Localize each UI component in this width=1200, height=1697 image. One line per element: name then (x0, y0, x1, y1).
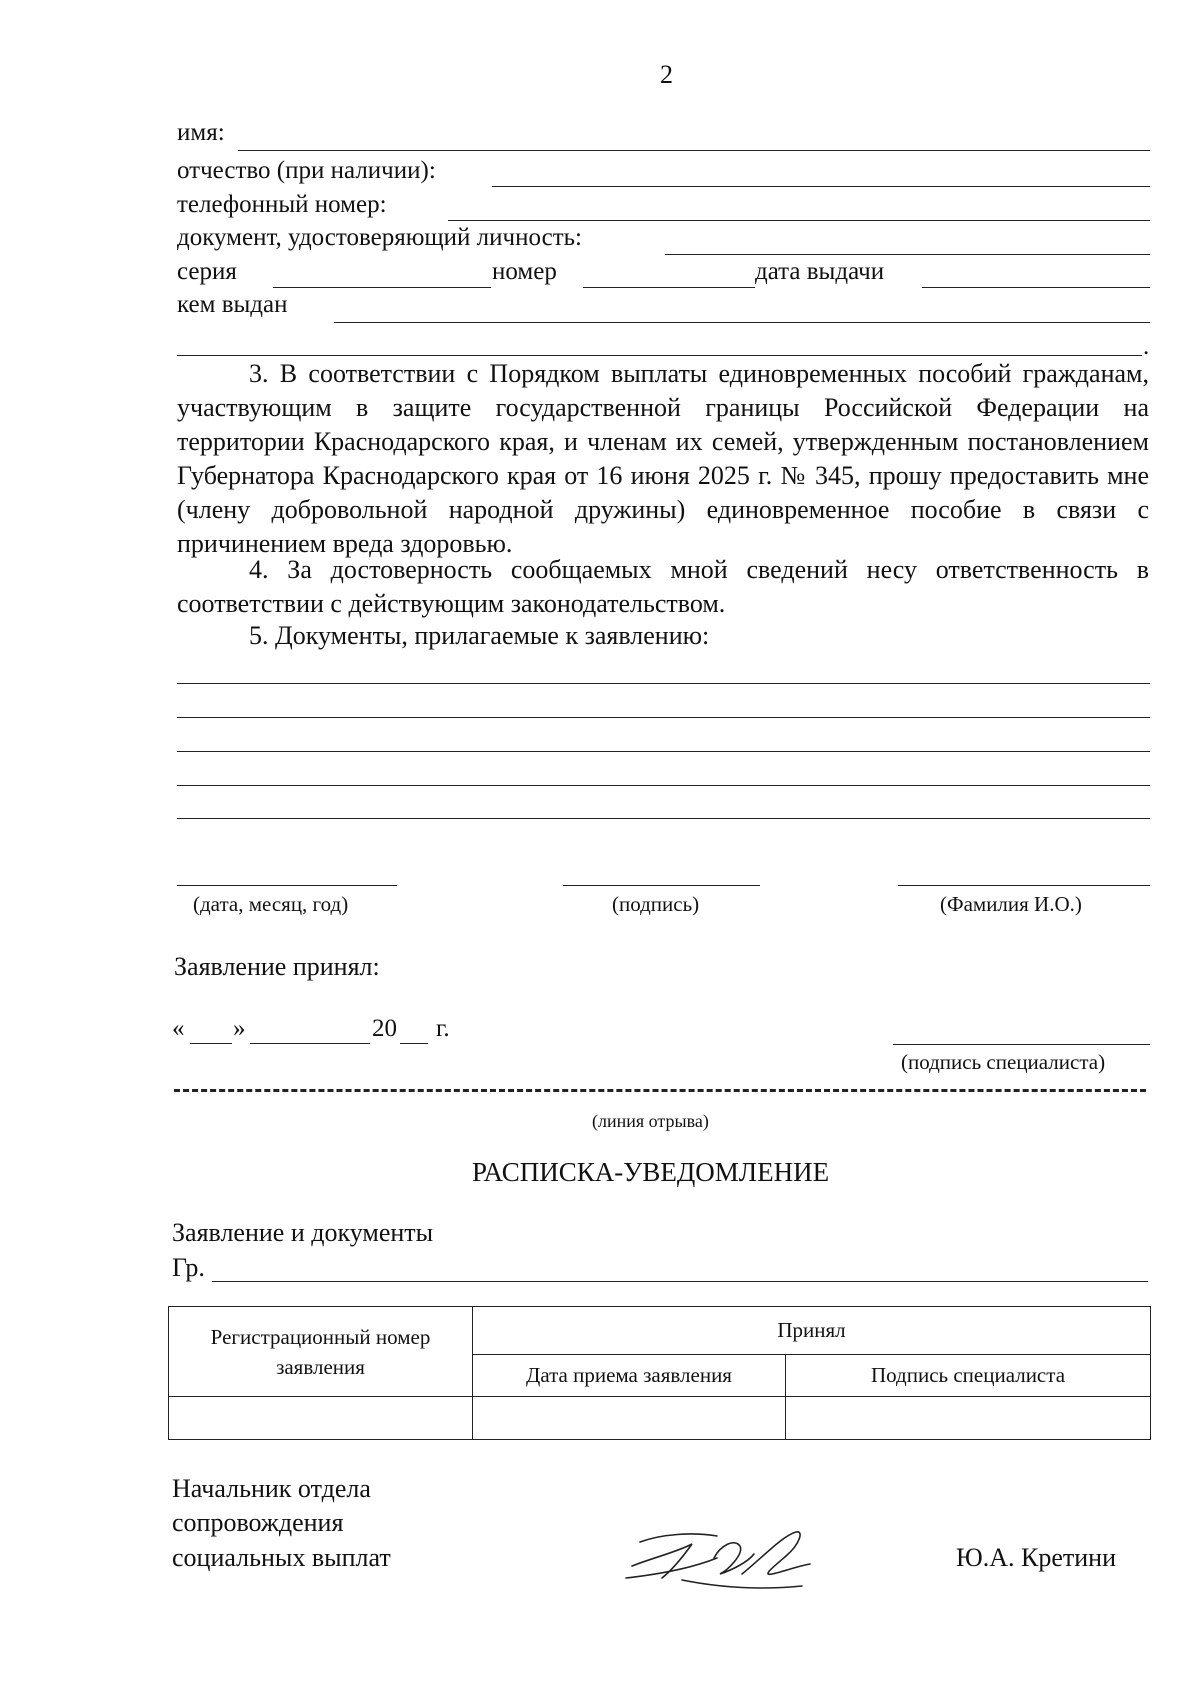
phone-field-line[interactable] (448, 220, 1150, 221)
day-field-line[interactable] (190, 1043, 232, 1044)
year-prefix: 20 (372, 1015, 397, 1042)
number-label: номер (492, 258, 557, 285)
attachment-line[interactable] (177, 818, 1150, 819)
issued-by-label: кем выдан (177, 291, 288, 318)
specialist-signature-line[interactable] (893, 1044, 1150, 1045)
phone-label: телефонный номер: (177, 191, 387, 218)
registration-number-cell[interactable] (169, 1397, 473, 1440)
signature-line[interactable] (563, 885, 760, 886)
issue-date-field-line[interactable] (922, 287, 1150, 288)
accepted-header: Принял (473, 1307, 1151, 1355)
specialist-signature-cell[interactable] (786, 1397, 1151, 1440)
patronymic-label: отчество (при наличии): (177, 157, 436, 184)
date-signature-line[interactable] (177, 885, 397, 886)
series-label: серия (177, 258, 237, 285)
year-field-line[interactable] (400, 1043, 428, 1044)
date-caption: (дата, месяц, год) (193, 892, 349, 916)
name-field-line[interactable] (238, 150, 1150, 151)
acceptance-date-header: Дата приема заявления (473, 1355, 786, 1397)
year-suffix: г. (436, 1015, 450, 1042)
position-line-1: Начальник отдела (172, 1474, 371, 1503)
issued-by-field-line[interactable] (334, 322, 1150, 323)
acceptance-label: Заявление принял: (174, 952, 380, 981)
attachment-line[interactable] (177, 751, 1150, 752)
id-document-field-line[interactable] (665, 254, 1150, 255)
page-number: 2 (660, 60, 673, 89)
signer-name: Ю.А. Кретини (956, 1543, 1116, 1572)
series-field-line[interactable] (273, 287, 491, 288)
full-name-caption: (Фамилия И.О.) (940, 892, 1082, 916)
tear-line (174, 1089, 1146, 1092)
citizen-name-line[interactable] (212, 1281, 1148, 1282)
date-close-quote: » (233, 1015, 246, 1042)
receipt-title: РАСПИСКА-УВЕДОМЛЕНИЕ (472, 1157, 830, 1187)
line-end-mark: . (1143, 333, 1150, 360)
issue-date-label: дата выдачи (755, 258, 885, 285)
registration-table (168, 1306, 1151, 1440)
full-name-signature-line[interactable] (898, 885, 1150, 886)
date-open-quote: « (172, 1015, 185, 1042)
attachment-line[interactable] (177, 683, 1150, 684)
id-document-label: документ, удостоверяющий личность: (177, 224, 582, 251)
acceptance-date-cell[interactable] (473, 1397, 786, 1440)
paragraph-4: 4. За достоверность сообщаемых мной сведений несу ответственность в соответствии с действующим законодательством. (177, 555, 1149, 618)
issued-by-field-line-2[interactable] (177, 355, 1142, 356)
tear-line-caption: (линия отрыва) (592, 1111, 709, 1131)
position-line-2: сопровождения (172, 1508, 344, 1537)
signature-caption: (подпись) (612, 892, 700, 916)
patronymic-field-line[interactable] (492, 186, 1150, 187)
handwritten-signature (622, 1518, 822, 1593)
receipt-docs-label: Заявление и документы (172, 1218, 434, 1247)
month-field-line[interactable] (250, 1043, 370, 1044)
position-line-3: социальных выплат (172, 1543, 391, 1572)
attachment-line[interactable] (177, 785, 1150, 786)
paragraph-5: 5. Документы, прилагаемые к заявлению: (249, 621, 710, 650)
attachment-line[interactable] (177, 717, 1150, 718)
paragraph-3: 3. В соответствии с Порядком выплаты единовременных пособий гражданам, участвующим в защите государственной границы Российской Федерации на территории Краснодарского края, и членам их семей, утвержденным постановлением Губернатора Краснодарского края от 16 июня 2025 г. № 345, прошу предоставить мне (члену добровольной народной дружины) единовременное пособие в связи с причинением вреда здоровью. (177, 359, 1149, 558)
name-label: имя: (177, 119, 225, 146)
specialist-caption: (подпись специалиста) (901, 1050, 1106, 1074)
number-field-line[interactable] (583, 287, 755, 288)
citizen-prefix: Гр. (172, 1253, 205, 1282)
specialist-signature-header: Подпись специалиста (786, 1355, 1151, 1397)
registration-number-header: Регистрационный номер заявления (169, 1307, 473, 1397)
